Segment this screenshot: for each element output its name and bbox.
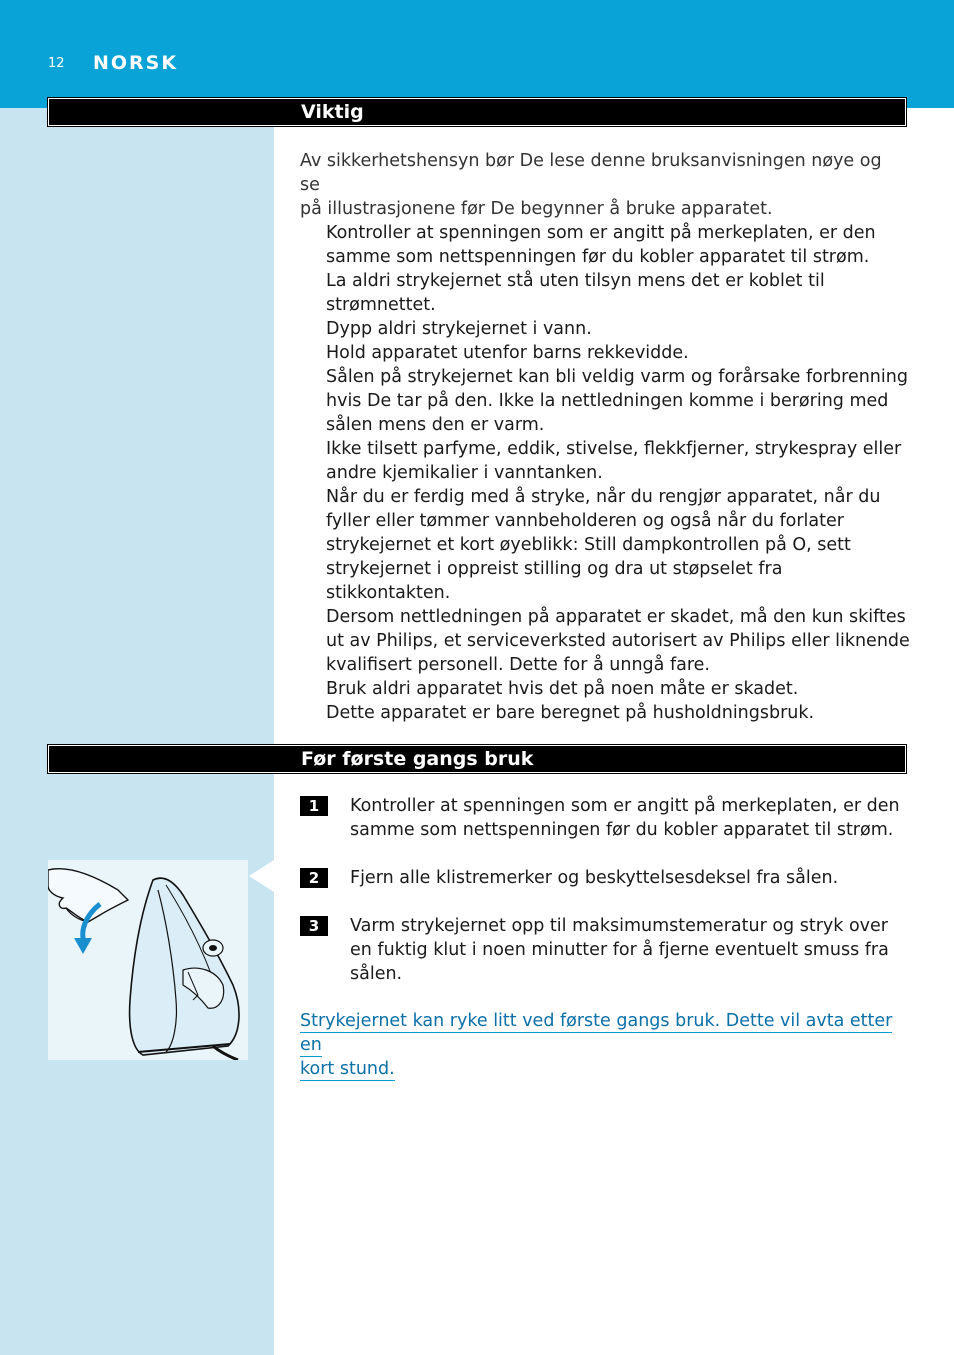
step-number: 1 — [300, 796, 328, 816]
iron-illustration — [48, 860, 248, 1060]
step-number: 3 — [300, 916, 328, 936]
safety-line: La aldri strykejernet stå uten tilsyn mens det er koblet til — [326, 271, 825, 291]
safety-line: strykejernet i oppreist stilling og dra ut støpselet fra — [326, 559, 783, 579]
safety-line: Dette apparatet er bare beregnet på husholdningsbruk. — [326, 703, 815, 723]
note-paragraph — [300, 1009, 900, 1081]
intro-paragraph — [300, 149, 900, 221]
page-number: 12 — [48, 56, 65, 71]
section-title: Før første gangs bruk — [301, 748, 534, 770]
safety-line: Hold apparatet utenfor barns rekkevidde. — [326, 343, 689, 363]
iron-drawing — [48, 860, 248, 1060]
step-line: sålen. — [350, 964, 403, 984]
safety-line: Dypp aldri strykejernet i vann. — [326, 319, 592, 339]
safety-line: strykejernet et kort øyeblikk: Still dampkontrollen på O, sett — [326, 535, 851, 555]
section-header-important — [48, 98, 906, 126]
intro-line: på illustrasjonene før De begynner å bruke apparatet. — [300, 199, 773, 219]
section-header-first-use — [48, 745, 906, 773]
header-bar — [0, 0, 954, 108]
step-line: Fjern alle klistremerker og beskyttelsesdeksel fra sålen. — [350, 868, 839, 888]
safety-line: stikkontakten. — [326, 583, 451, 603]
iron-body — [130, 878, 239, 1055]
safety-line: andre kjemikalier i vanntanken. — [326, 463, 603, 483]
safety-line: Når du er ferdig med å stryke, når du rengjør apparatet, når du — [326, 487, 881, 507]
note-line: kort stund. — [300, 1059, 395, 1079]
safety-line: Dersom nettledningen på apparatet er skadet, må den kun skiftes — [326, 607, 906, 627]
step-line: Kontroller at spenningen som er angitt på merkeplaten, er den — [350, 796, 900, 816]
step-line: en fuktig klut i noen minutter for å fjerne eventuelt smuss fra — [350, 940, 889, 960]
safety-list — [326, 221, 916, 725]
safety-line: Kontroller at spenningen som er angitt på merkeplaten, er den — [326, 223, 876, 243]
intro-line: Av sikkerhetshensyn bør De lese denne bruksanvisningen nøye og se — [300, 151, 882, 195]
step-text — [350, 794, 910, 842]
note-line: Strykejernet kan ryke litt ved første gangs bruk. Dette vil avta etter en — [300, 1011, 893, 1055]
step-line: Varm strykejernet opp til maksimumstemeratur og stryk over — [350, 916, 888, 936]
safety-line: strømnettet. — [326, 295, 436, 315]
step-text — [350, 914, 910, 986]
safety-line: hvis De tar på den. Ikke la nettledningen komme i berøring med — [326, 391, 889, 411]
step-number: 2 — [300, 868, 328, 888]
safety-line: kvalifisert personell. Dette for å unngå fare. — [326, 655, 710, 675]
left-sidebar-column — [0, 0, 274, 1355]
step-line: samme som nettspenningen før du kobler apparatet til strøm. — [350, 820, 894, 840]
safety-line: samme som nettspenningen før du kobler apparatet til strøm. — [326, 247, 870, 267]
safety-line: Bruk aldri apparatet hvis det på noen måte er skadet. — [326, 679, 799, 699]
step-text — [350, 866, 910, 890]
safety-line: fyller eller tømmer vannbeholderen og også når du forlater — [326, 511, 844, 531]
safety-line: Ikke tilsett parfyme, eddik, stivelse, flekkfjerner, strykespray eller — [326, 439, 902, 459]
safety-line: sålen mens den er varm. — [326, 415, 545, 435]
safety-line: Sålen på strykejernet kan bli veldig varm og forårsake forbrenning — [326, 367, 908, 387]
language-title: NORSK — [93, 52, 179, 74]
callout-pointer — [249, 860, 274, 892]
cord-shape — [213, 1046, 238, 1060]
section-title: Viktig — [301, 101, 364, 123]
safety-line: ut av Philips, et serviceverksted autorisert av Philips eller liknende — [326, 631, 910, 651]
